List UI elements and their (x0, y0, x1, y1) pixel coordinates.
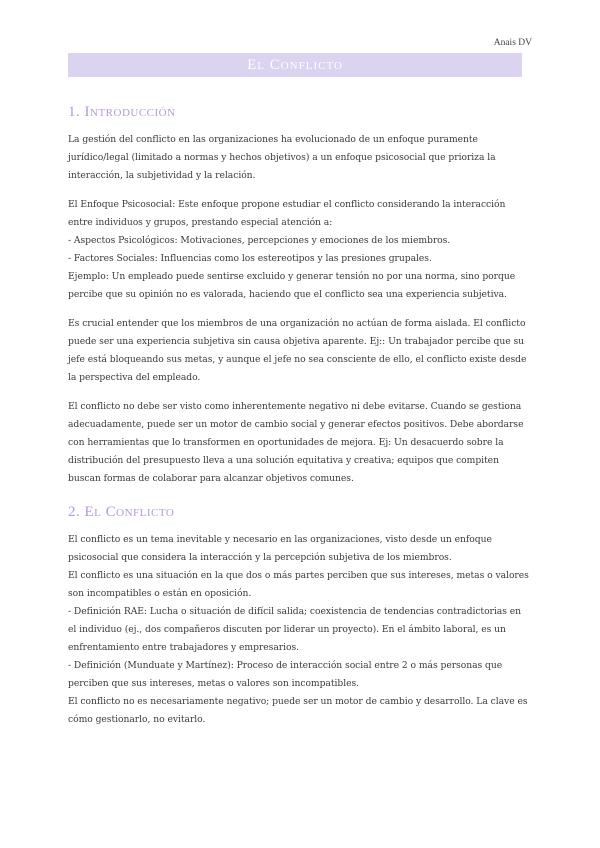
paragraph: El conflicto es una situación en la que dos o más partes perciben que sus intereses, metas o valores son incompatibles o están en oposición. (68, 570, 529, 599)
author-name: Anais DV (493, 38, 532, 48)
paragraph-example: Ejemplo: Un empleado puede sentirse excluido y generar tensión no por una norma, sino porque percibe que su opinión no es valorada, haciendo que el conflicto sea una experiencia subjetiva. (68, 271, 516, 300)
paragraph: El conflicto no debe ser visto como inherentemente negativo ni debe evitarse. Cuando se gestiona adecuadamente, puede ser un motor de cambio social y generar efectos positivos. Debe abordarse con herramientas que lo transformen en oportunidades de mejora. Ej: Un desacuerdo sobre la distribución del presupuesto lleva a una solución equitativa y creativa; equipos que compiten buscan formas de colaborar para alcanzar objetivos comunes. (68, 401, 524, 484)
paragraph: El conflicto es un tema inevitable y necesario en las organizaciones, visto desde un enfoque psicosocial que considera la interacción y la percepción subjetiva de los miembros. (68, 534, 492, 563)
list-item: - Definición RAE: Lucha o situación de difícil salida; coexistencia de tendencias contradictorias en el individuo (ej., dos compañeros discuten por liderar un proyecto). En el ámbito laboral, es un enfrentamiento entre trabajadores y empresarios. (68, 606, 521, 653)
document-body (68, 104, 532, 729)
list-item: - Aspectos Psicológicos: Motivaciones, percepciones y emociones de los miembros. (68, 235, 451, 246)
paragraph: La gestión del conflicto en las organizaciones ha evolucionado de un enfoque puramente jurídico/legal (limitado a normas y hechos objetivos) a un enfoque psicosocial que prioriza la interacción, la subjetividad y la relación. (68, 134, 496, 181)
section-heading-introduccion: 1. Introducción (68, 104, 176, 120)
list-item: - Factores Sociales: Influencias como los estereotipos y las presiones grupales. (68, 253, 432, 264)
paragraph: El conflicto no es necesariamente negativo; puede ser un motor de cambio y desarrollo. La clave es cómo gestionarlo, no evitarlo. (68, 696, 528, 725)
document-title-bar (68, 53, 522, 77)
document-title: El Conflicto (247, 56, 343, 73)
section-heading-el-conflicto: 2. El Conflicto (68, 504, 175, 520)
list-item: - Definición (Munduate y Martínez): Proceso de interacción social entre 2 o más personas que perciben que sus intereses, metas o valores son incompatibles. (68, 660, 503, 689)
paragraph: El Enfoque Psicosocial: Este enfoque propone estudiar el conflicto considerando la interacción entre individuos y grupos, prestando especial atención a: (68, 199, 506, 228)
paragraph: Es crucial entender que los miembros de una organización no actúan de forma aislada. El conflicto puede ser una experiencia subjetiva sin causa objetiva aparente. Ej:: Un trabajador percibe que su jefe está bloqueando sus metas, y aunque el jefe no sea consciente de ello, el conflicto existe desde la perspectiva del empleado. (68, 318, 527, 383)
